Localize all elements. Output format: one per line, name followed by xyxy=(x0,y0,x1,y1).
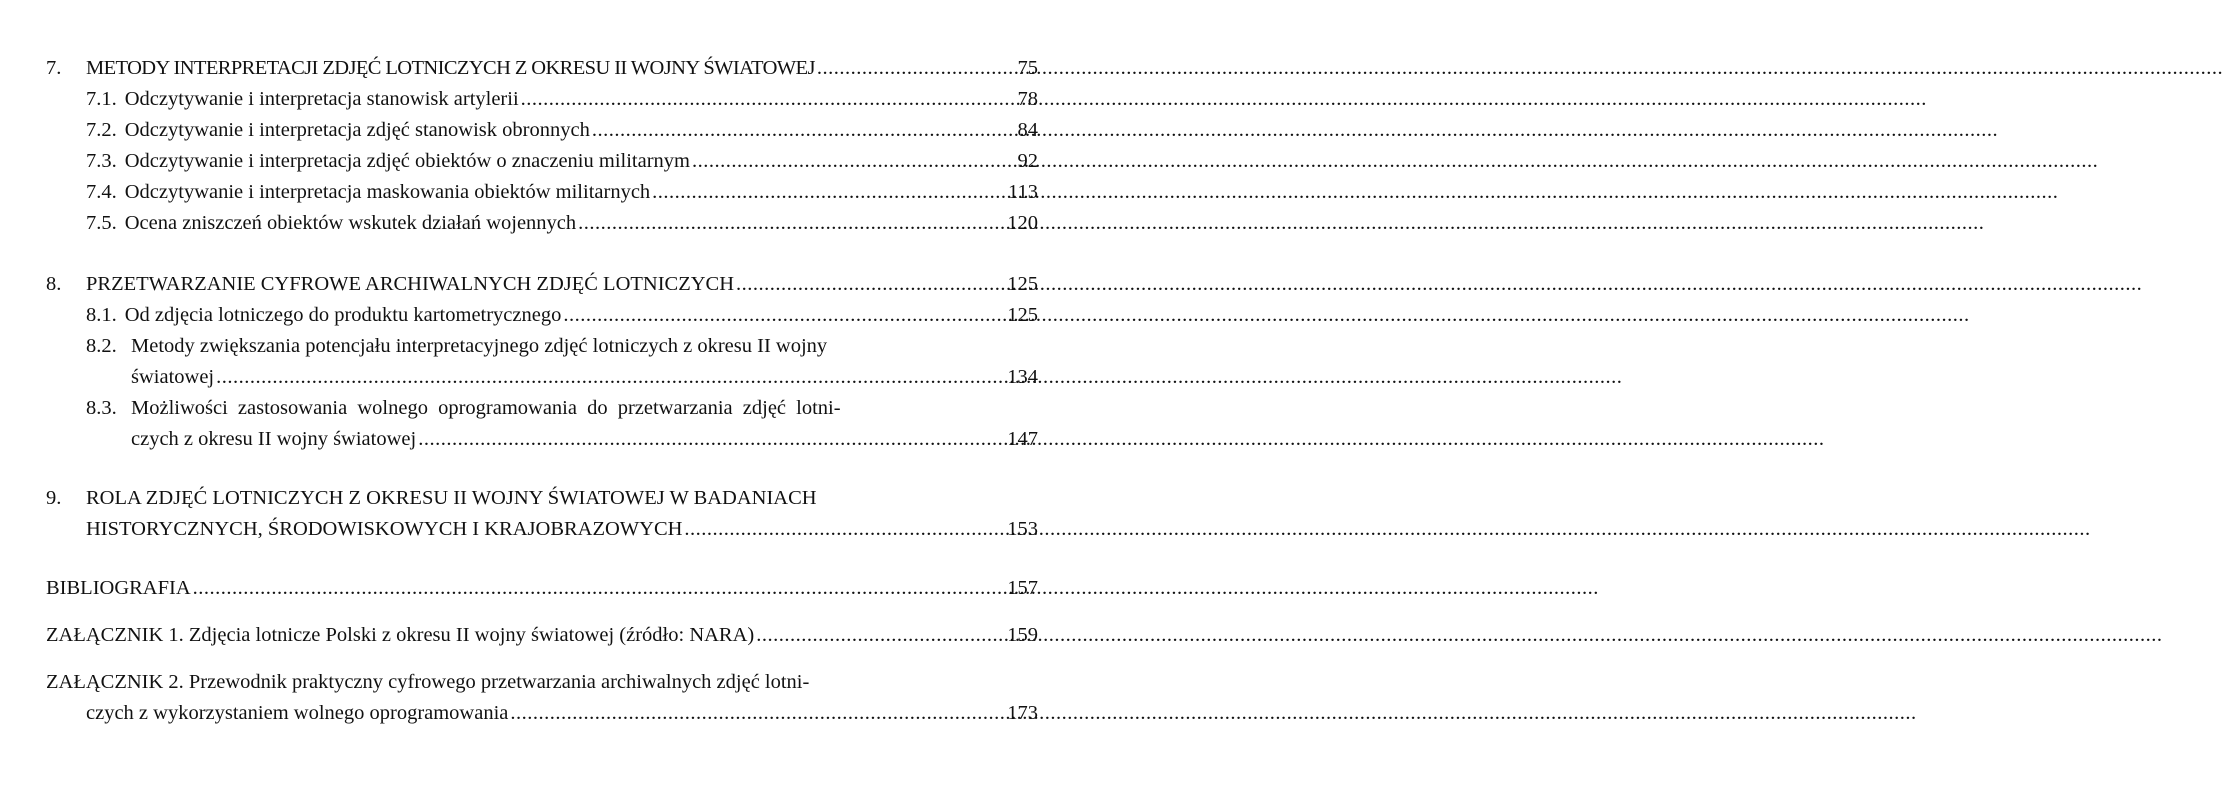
chapter-number: 8. xyxy=(46,273,62,295)
toc-entry-chapter-7[interactable] xyxy=(46,53,1038,83)
dot-leader xyxy=(652,177,1006,207)
page-number: 153 xyxy=(1007,518,1038,540)
toc-entry-chapter-8[interactable] xyxy=(46,269,1038,299)
page-number: 159 xyxy=(1007,624,1038,646)
dot-leader xyxy=(216,362,1005,392)
dot-leader xyxy=(578,208,1005,238)
bibliography-title: BIBLIOGRAFIA xyxy=(46,577,191,599)
toc-entry-7-1[interactable] xyxy=(86,84,1038,114)
section-title: Odczytywanie i interpretacja zdjęć stanowisk obronnych xyxy=(124,119,590,141)
section-number: 7.3. xyxy=(86,150,117,172)
annex-title: ZAŁĄCZNIK 1. Zdjęcia lotnicze Polski z okresu II wojny światowej (źródło: NARA) xyxy=(46,624,755,646)
page-number: 113 xyxy=(1008,181,1038,203)
section-title: Od zdjęcia lotniczego do produktu kartometrycznego xyxy=(124,304,562,326)
toc-entry-7-4[interactable] xyxy=(86,177,1038,207)
toc-entry-annex-1[interactable] xyxy=(46,620,1038,650)
toc-entry-7-2[interactable] xyxy=(86,115,1038,145)
section-number: 7.1. xyxy=(86,88,117,110)
toc-entry-8-2-line2[interactable] xyxy=(131,362,1038,392)
toc-entry-bibliography[interactable] xyxy=(46,573,1038,603)
chapter-title: METODY INTERPRETACJI ZDJĘĆ LOTNICZYCH Z OKRESU II WOJNY ŚWIATOWEJ xyxy=(86,57,815,79)
page-number: 92 xyxy=(1017,150,1038,172)
toc-entry-7-5[interactable] xyxy=(86,208,1038,238)
chapter-number: 7. xyxy=(46,57,62,79)
toc-entry-chapter-9-line1[interactable] xyxy=(46,483,986,513)
dot-leader xyxy=(817,53,1016,83)
section-number: 7.4. xyxy=(86,181,117,203)
section-number: 8.3. xyxy=(86,397,117,419)
dot-leader xyxy=(563,300,1005,330)
dot-leader xyxy=(521,84,1016,114)
section-title-continued: czych z okresu II wojny światowej xyxy=(131,428,417,450)
table-of-contents xyxy=(0,0,1082,808)
toc-entry-annex-2-line1[interactable] xyxy=(46,667,986,697)
section-title: Odczytywanie i interpretacja zdjęć obiektów o znaczeniu militarnym xyxy=(124,150,690,172)
page-number: 134 xyxy=(1007,366,1038,388)
annex-title: ZAŁĄCZNIK 2. Przewodnik praktyczny cyfrowego przetwarzania archiwalnych zdjęć lotni- xyxy=(46,671,810,693)
chapter-number: 9. xyxy=(46,487,62,509)
chapter-title: PRZETWARZANIE CYFROWE ARCHIWALNYCH ZDJĘĆ LOTNICZYCH xyxy=(86,273,735,295)
page-number: 147 xyxy=(1007,428,1038,450)
annex-title-continued: czych z wykorzystaniem wolnego oprogramowania xyxy=(86,702,509,724)
dot-leader xyxy=(193,573,1006,603)
dot-leader xyxy=(684,514,1005,544)
page-number: 157 xyxy=(1007,577,1038,599)
section-title: Odczytywanie i interpretacja stanowisk artylerii xyxy=(124,88,519,110)
section-title: Ocena zniszczeń obiektów wskutek działań wojennych xyxy=(124,212,577,234)
section-title: Odczytywanie i interpretacja maskowania obiektów militarnych xyxy=(124,181,651,203)
section-title-continued: światowej xyxy=(131,366,215,388)
toc-entry-annex-2-line2[interactable] xyxy=(86,698,1038,728)
dot-leader xyxy=(736,269,1005,299)
dot-leader xyxy=(510,698,1005,728)
section-number: 8.2. xyxy=(86,335,117,357)
dot-leader xyxy=(692,146,1016,176)
page-number: 120 xyxy=(1007,212,1038,234)
toc-entry-8-1[interactable] xyxy=(86,300,1038,330)
toc-entry-8-2-line1[interactable] xyxy=(86,331,978,361)
section-number: 7.2. xyxy=(86,119,117,141)
section-number: 8.1. xyxy=(86,304,117,326)
page-number: 173 xyxy=(1007,702,1038,724)
dot-leader xyxy=(592,115,1016,145)
section-title: Metody zwiększania potencjału interpretacyjnego zdjęć lotniczych z okresu II wojny xyxy=(131,335,828,357)
dot-leader xyxy=(756,620,1005,650)
dot-leader xyxy=(418,424,1005,454)
section-number: 7.5. xyxy=(86,212,117,234)
page-number: 125 xyxy=(1007,273,1038,295)
page-number: 84 xyxy=(1017,119,1038,141)
toc-entry-8-3-line1[interactable] xyxy=(86,393,978,423)
chapter-title-continued: HISTORYCZNYCH, ŚRODOWISKOWYCH I KRAJOBRAZOWYCH xyxy=(86,518,683,540)
page-number: 75 xyxy=(1017,57,1038,79)
toc-entry-7-3[interactable] xyxy=(86,146,1038,176)
toc-entry-chapter-9-line2[interactable] xyxy=(86,514,1038,544)
page-number: 78 xyxy=(1017,88,1038,110)
chapter-title: ROLA ZDJĘĆ LOTNICZYCH Z OKRESU II WOJNY ŚWIATOWEJ W BADANIACH xyxy=(86,487,817,509)
toc-entry-8-3-line2[interactable] xyxy=(131,424,1038,454)
page-number: 125 xyxy=(1007,304,1038,326)
section-title: Możliwości zastosowania wolnego oprogramowania do przetwarzania zdjęć lotni- xyxy=(131,397,841,419)
